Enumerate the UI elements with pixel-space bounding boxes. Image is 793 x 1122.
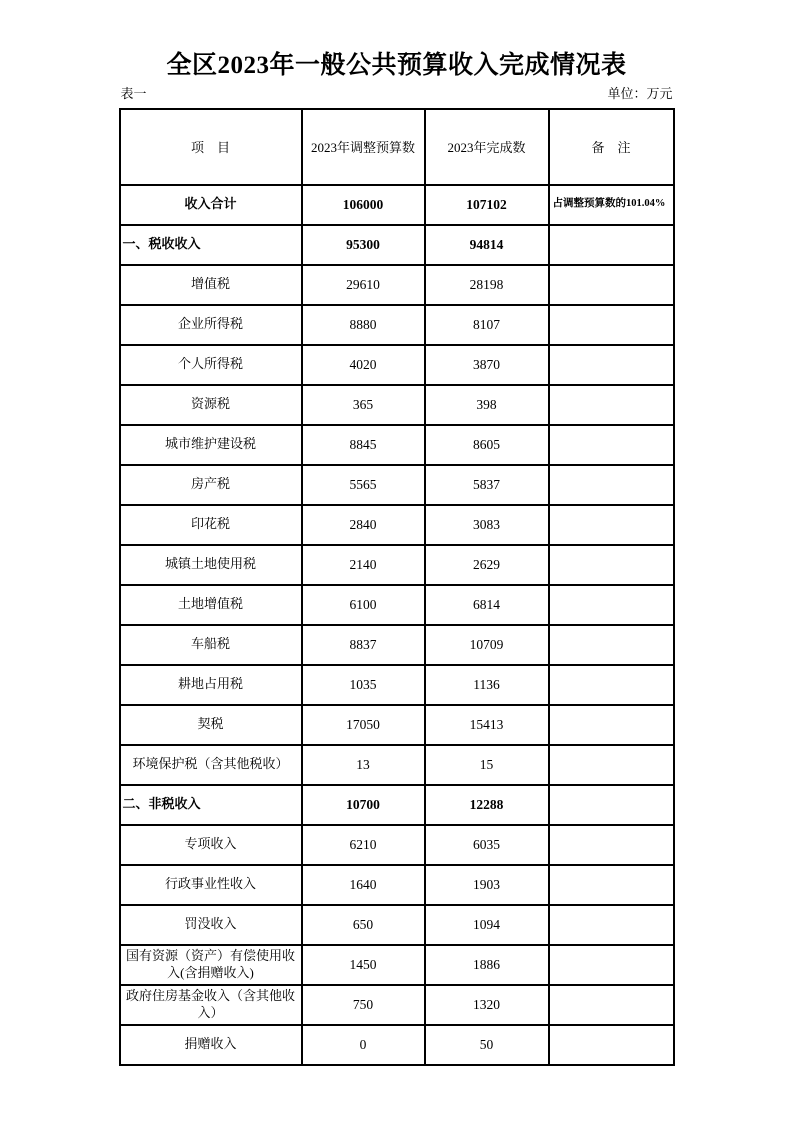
remark-cell: [549, 745, 674, 785]
table-row: [120, 305, 674, 345]
budget-cell: 650: [302, 905, 425, 945]
item-cell: 增值税: [120, 265, 302, 305]
col-header-remark: 备 注: [549, 109, 674, 185]
budget-cell: 13: [302, 745, 425, 785]
item-cell: 资源税: [120, 385, 302, 425]
actual-cell: 1320: [425, 985, 549, 1025]
remark-cell: [549, 865, 674, 905]
actual-cell: 1136: [425, 665, 549, 705]
budget-cell: 0: [302, 1025, 425, 1065]
item-cell: 房产税: [120, 465, 302, 505]
table-row: [120, 905, 674, 945]
actual-cell: 107102: [425, 185, 549, 225]
item-cell: 国有资源（资产）有偿使用收入(含捐赠收入): [120, 945, 302, 985]
page-title: 全区2023年一般公共预算收入完成情况表: [166, 52, 627, 79]
table-row: [120, 825, 674, 865]
item-cell: 行政事业性收入: [120, 865, 302, 905]
item-cell: 企业所得税: [120, 305, 302, 345]
budget-cell: 8845: [302, 425, 425, 465]
remark-cell: [549, 505, 674, 545]
item-cell: 罚没收入: [120, 905, 302, 945]
actual-cell: 8107: [425, 305, 549, 345]
table-row: [120, 625, 674, 665]
table-row: [120, 945, 674, 985]
table-row: [120, 345, 674, 385]
remark-cell: 占调整预算数的101.04%: [549, 185, 674, 225]
remark-cell: [549, 905, 674, 945]
remark-cell: [549, 705, 674, 745]
actual-cell: 15413: [425, 705, 549, 745]
actual-cell: 6035: [425, 825, 549, 865]
item-cell: 环境保护税（含其他税收）: [120, 745, 302, 785]
budget-cell: 2840: [302, 505, 425, 545]
table-row: [120, 545, 674, 585]
actual-cell: 3870: [425, 345, 549, 385]
item-cell: 契税: [120, 705, 302, 745]
remark-cell: [549, 625, 674, 665]
actual-cell: 94814: [425, 225, 549, 265]
table-row: [120, 225, 674, 265]
item-cell: 专项收入: [120, 825, 302, 865]
table-row: [120, 425, 674, 465]
table-row: [120, 665, 674, 705]
table-row: [120, 705, 674, 745]
remark-cell: [549, 825, 674, 865]
budget-cell: 29610: [302, 265, 425, 305]
item-cell: 城镇土地使用税: [120, 545, 302, 585]
actual-cell: 5837: [425, 465, 549, 505]
table-row: [120, 745, 674, 785]
item-cell: 捐赠收入: [120, 1025, 302, 1065]
budget-cell: 750: [302, 985, 425, 1025]
budget-cell: 8880: [302, 305, 425, 345]
col-header-actual: 2023年完成数: [425, 109, 549, 185]
remark-cell: [549, 385, 674, 425]
actual-cell: 10709: [425, 625, 549, 665]
remark-cell: [549, 465, 674, 505]
remark-cell: [549, 585, 674, 625]
budget-cell: 365: [302, 385, 425, 425]
remark-cell: [549, 665, 674, 705]
actual-cell: 12288: [425, 785, 549, 825]
table-row: [120, 465, 674, 505]
table-row: [120, 585, 674, 625]
actual-cell: 6814: [425, 585, 549, 625]
budget-cell: 6210: [302, 825, 425, 865]
item-cell: 耕地占用税: [120, 665, 302, 705]
item-cell: 车船税: [120, 625, 302, 665]
budget-cell: 1640: [302, 865, 425, 905]
remark-cell: [549, 345, 674, 385]
actual-cell: 8605: [425, 425, 549, 465]
actual-cell: 398: [425, 385, 549, 425]
actual-cell: 3083: [425, 505, 549, 545]
table-row: [120, 505, 674, 545]
budget-cell: 106000: [302, 185, 425, 225]
remark-cell: [549, 985, 674, 1025]
item-cell: 一、税收收入: [120, 225, 302, 265]
table-body: [120, 185, 674, 1065]
item-cell: 二、非税收入: [120, 785, 302, 825]
actual-cell: 1886: [425, 945, 549, 985]
col-header-item: 项 目: [120, 109, 302, 185]
table-row: [120, 1025, 674, 1065]
remark-cell: [549, 545, 674, 585]
unit-label: 单位：万元: [607, 86, 673, 101]
budget-cell: 1450: [302, 945, 425, 985]
actual-cell: 2629: [425, 545, 549, 585]
remark-cell: [549, 225, 674, 265]
budget-cell: 17050: [302, 705, 425, 745]
budget-cell: 95300: [302, 225, 425, 265]
col-header-budget: 2023年调整预算数: [302, 109, 425, 185]
item-cell: 城市维护建设税: [120, 425, 302, 465]
remark-cell: [549, 785, 674, 825]
remark-cell: [549, 265, 674, 305]
budget-cell: 10700: [302, 785, 425, 825]
header-row: [120, 109, 674, 185]
actual-cell: 50: [425, 1025, 549, 1065]
item-cell: 印花税: [120, 505, 302, 545]
budget-cell: 5565: [302, 465, 425, 505]
remark-cell: [549, 945, 674, 985]
actual-cell: 15: [425, 745, 549, 785]
meta-row: [121, 86, 673, 102]
remark-cell: [549, 1025, 674, 1065]
remark-cell: [549, 305, 674, 345]
remark-cell: [549, 425, 674, 465]
actual-cell: 28198: [425, 265, 549, 305]
budget-cell: 2140: [302, 545, 425, 585]
budget-cell: 4020: [302, 345, 425, 385]
table-row: [120, 985, 674, 1025]
table-label: 表一: [120, 86, 147, 101]
actual-cell: 1094: [425, 905, 549, 945]
table-row: [120, 385, 674, 425]
item-cell: 个人所得税: [120, 345, 302, 385]
budget-cell: 8837: [302, 625, 425, 665]
budget-table: [119, 108, 675, 1066]
table-row: [120, 865, 674, 905]
budget-cell: 6100: [302, 585, 425, 625]
item-cell: 收入合计: [120, 185, 302, 225]
item-cell: 政府住房基金收入（含其他收入）: [120, 985, 302, 1025]
item-cell: 土地增值税: [120, 585, 302, 625]
table-row: [120, 785, 674, 825]
table-row: [120, 185, 674, 225]
budget-cell: 1035: [302, 665, 425, 705]
actual-cell: 1903: [425, 865, 549, 905]
table-row: [120, 265, 674, 305]
